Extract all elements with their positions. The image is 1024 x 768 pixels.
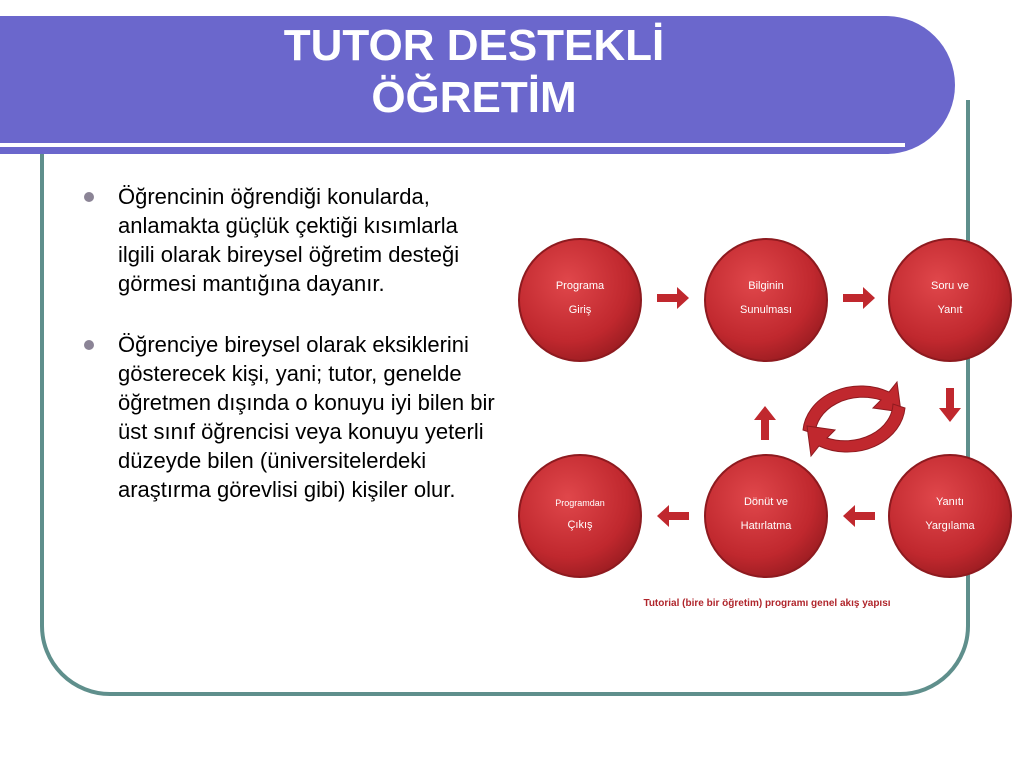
arrow-right-icon [843, 287, 875, 309]
node-label: Çıkış [567, 519, 593, 531]
arrow-left-icon [843, 505, 875, 527]
bullet-dot-icon [84, 340, 94, 350]
tutorial-flow-diagram [505, 212, 1024, 622]
bullet-list [80, 182, 500, 536]
title-underline [0, 143, 905, 147]
node-label: Programdan [555, 498, 605, 508]
node-soru-ve-yanit [889, 239, 1011, 361]
slide-title [0, 20, 948, 124]
bullet-item [80, 330, 500, 504]
bullet-text: Öğrenciye bireysel olarak eksiklerini gösterecek kişi, yani; tutor, genelde öğretmen dışında o konuyu iyi bilen bir üst sınıf öğrencisi veya konuyu yeterli düzeyde bilen (üniversitelerdeki araştırma görevlisi gibi) kişiler olur. [118, 332, 495, 502]
bullet-text: Öğrencinin öğrendiği konularda, anlamakta güçlük çektiği kısımlarla ilgili olarak bireysel öğretim desteği görmesi mantığına dayanır. [118, 184, 460, 296]
node-label: Programa [555, 280, 605, 292]
node-label: Soru ve [931, 280, 969, 292]
node-label: Hatırlatma [740, 520, 792, 532]
node-yaniti-yargilama [889, 455, 1011, 577]
node-label: Dönüt ve [743, 496, 789, 508]
arrow-left-icon [657, 505, 689, 527]
node-programa-giris [519, 239, 641, 361]
arrow-down-icon [939, 388, 961, 422]
node-label: Yargılama [925, 520, 975, 532]
title-line-1: TUTOR DESTEKLİ [283, 21, 665, 70]
arrow-right-icon [657, 287, 689, 309]
node-donut-ve-hatirlatma [705, 455, 827, 577]
node-label: Bilginin [748, 280, 784, 292]
arrow-up-icon [754, 406, 776, 440]
node-label: Yanıtı [936, 496, 964, 508]
bullet-item [80, 182, 500, 298]
title-line-2: ÖĞRETİM [371, 73, 577, 122]
cycle-arrows-icon [803, 382, 905, 456]
bullet-dot-icon [84, 192, 94, 202]
node-label: Giriş [568, 304, 592, 316]
node-label: Sunulması [740, 304, 792, 316]
node-bilginin-sunulmasi [705, 239, 827, 361]
node-programdan-cikis [519, 455, 641, 577]
diagram-caption: Tutorial (bire bir öğretim) programı genel akış yapısı [643, 598, 891, 609]
node-label: Yanıt [937, 304, 963, 316]
